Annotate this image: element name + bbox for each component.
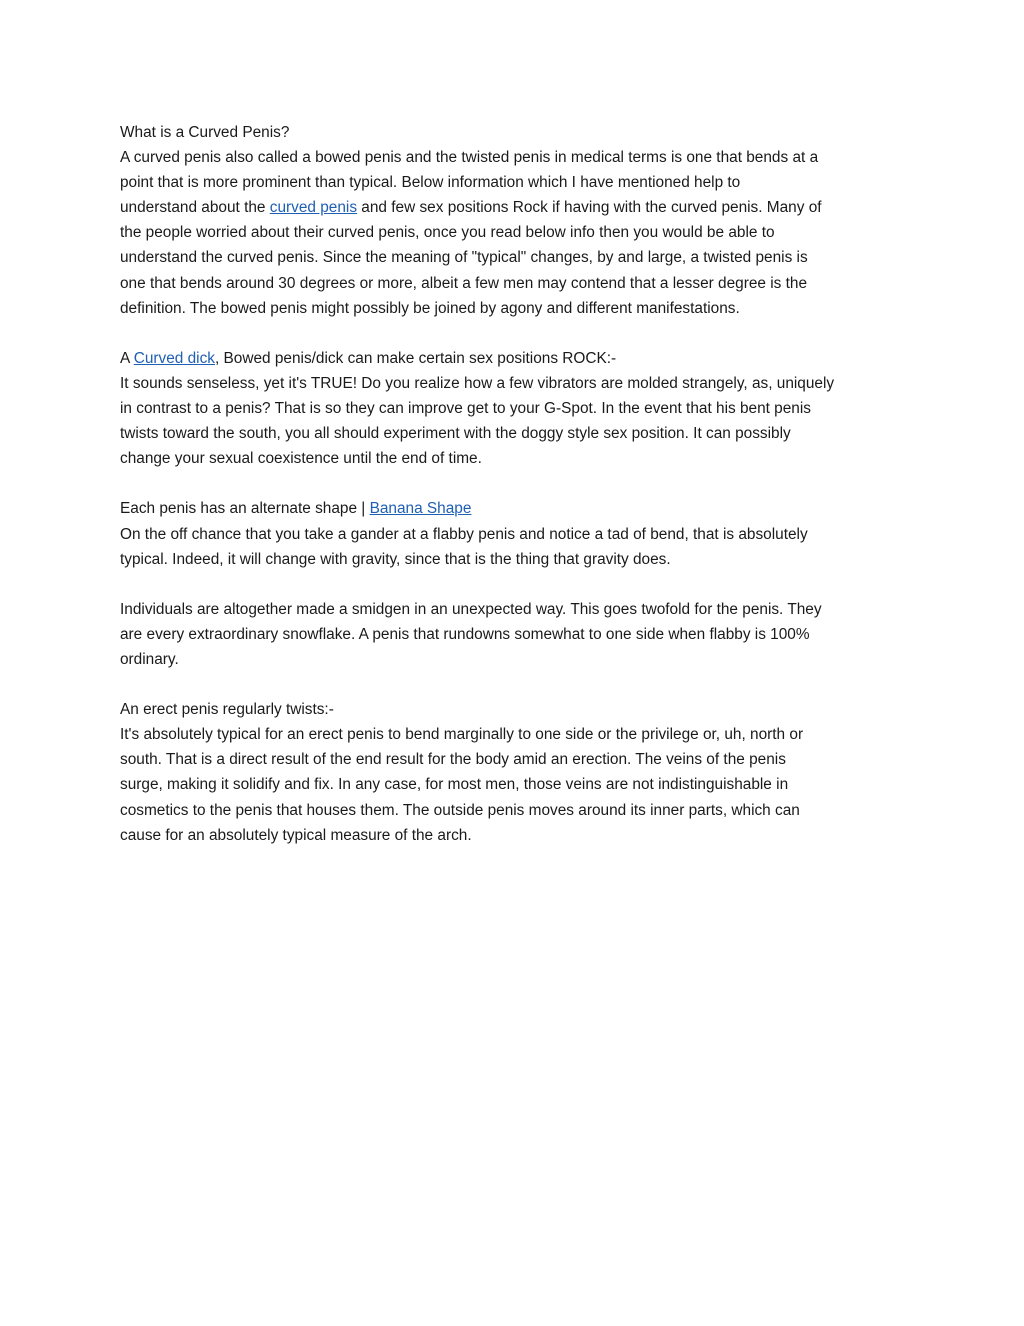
text-line: change your sexual coexistence until the end of time. bbox=[120, 450, 482, 468]
text-line: twists toward the south, you all should experiment with the doggy style sex position. It can possibly bbox=[120, 425, 791, 443]
text-line: Individuals are altogether made a smidgen in an unexpected way. This goes twofold for the penis. They bbox=[120, 600, 822, 618]
text-run: understand about the bbox=[120, 199, 270, 217]
text-line: are every extraordinary snowflake. A penis that rundowns somewhat to one side when flabby is 100% bbox=[120, 625, 810, 643]
text-line: On the off chance that you take a gander at a flabby penis and notice a tad of bend, that is absolutely bbox=[120, 525, 808, 543]
text-line: understand the curved penis. Since the meaning of "typical" changes, by and large, a twisted penis is bbox=[120, 249, 808, 267]
text-line: A curved penis also called a bowed penis and the twisted penis in medical terms is one that bends at a bbox=[120, 149, 819, 167]
section-heading bbox=[120, 346, 910, 371]
text-line: one that bends around 30 degrees or more, albeit a few men may contend that a lesser degree is the bbox=[120, 274, 808, 292]
text-line: the people worried about their curved penis, once you read below info then you would be able to bbox=[120, 224, 775, 242]
text-line: ordinary. bbox=[120, 650, 179, 668]
text-line: surge, making it solidify and fix. In any case, for most men, those veins are not indistinguishable in bbox=[120, 776, 789, 794]
text-line: typical. Indeed, it will change with gravity, since that is the thing that gravity does. bbox=[120, 550, 671, 568]
paragraph-sex-positions bbox=[120, 346, 910, 471]
section-heading: What is a Curved Penis? bbox=[120, 124, 290, 141]
paragraph-erect-twists bbox=[120, 697, 910, 848]
text-run: Each penis has an alternate shape | bbox=[120, 500, 370, 518]
curved-dick-link[interactable]: Curved dick bbox=[133, 349, 215, 367]
paragraph-individuals bbox=[120, 597, 910, 672]
curved-penis-link[interactable]: curved penis bbox=[269, 199, 358, 217]
text-line: definition. The bowed penis might possibly be joined by agony and different manifestations. bbox=[120, 299, 740, 317]
paragraph-alternate-shape bbox=[120, 496, 910, 571]
text-line: in contrast to a penis? That is so they can improve get to your G-Spot. In the event that his bent penis bbox=[120, 400, 811, 418]
banana-shape-link[interactable]: Banana Shape bbox=[369, 500, 472, 518]
text-run: A bbox=[120, 349, 134, 367]
document-body bbox=[120, 120, 910, 873]
section-heading: An erect penis regularly twists:- bbox=[120, 701, 334, 719]
text-run: and few sex positions Rock if having with the curved penis. Many of bbox=[357, 199, 822, 217]
text-line: point that is more prominent than typical. Below information which I have mentioned help to bbox=[120, 174, 741, 192]
text-line: It's absolutely typical for an erect penis to bend marginally to one side or the privilege or, uh, north or bbox=[120, 726, 804, 744]
text-run: , Bowed penis/dick can make certain sex positions ROCK:- bbox=[214, 349, 617, 367]
text-line: It sounds senseless, yet it's TRUE! Do you realize how a few vibrators are molded strangely, as, uniquely bbox=[120, 374, 835, 392]
text-line bbox=[120, 195, 910, 220]
paragraph-curved-penis-intro bbox=[120, 120, 910, 321]
section-heading bbox=[120, 496, 910, 521]
text-line: south. That is a direct result of the end result for the body amid an erection. The veins of the penis bbox=[120, 751, 786, 769]
text-line: cause for an absolutely typical measure of the arch. bbox=[120, 826, 472, 844]
text-line: cosmetics to the penis that houses them. The outside penis moves around its inner parts, which can bbox=[120, 801, 800, 819]
